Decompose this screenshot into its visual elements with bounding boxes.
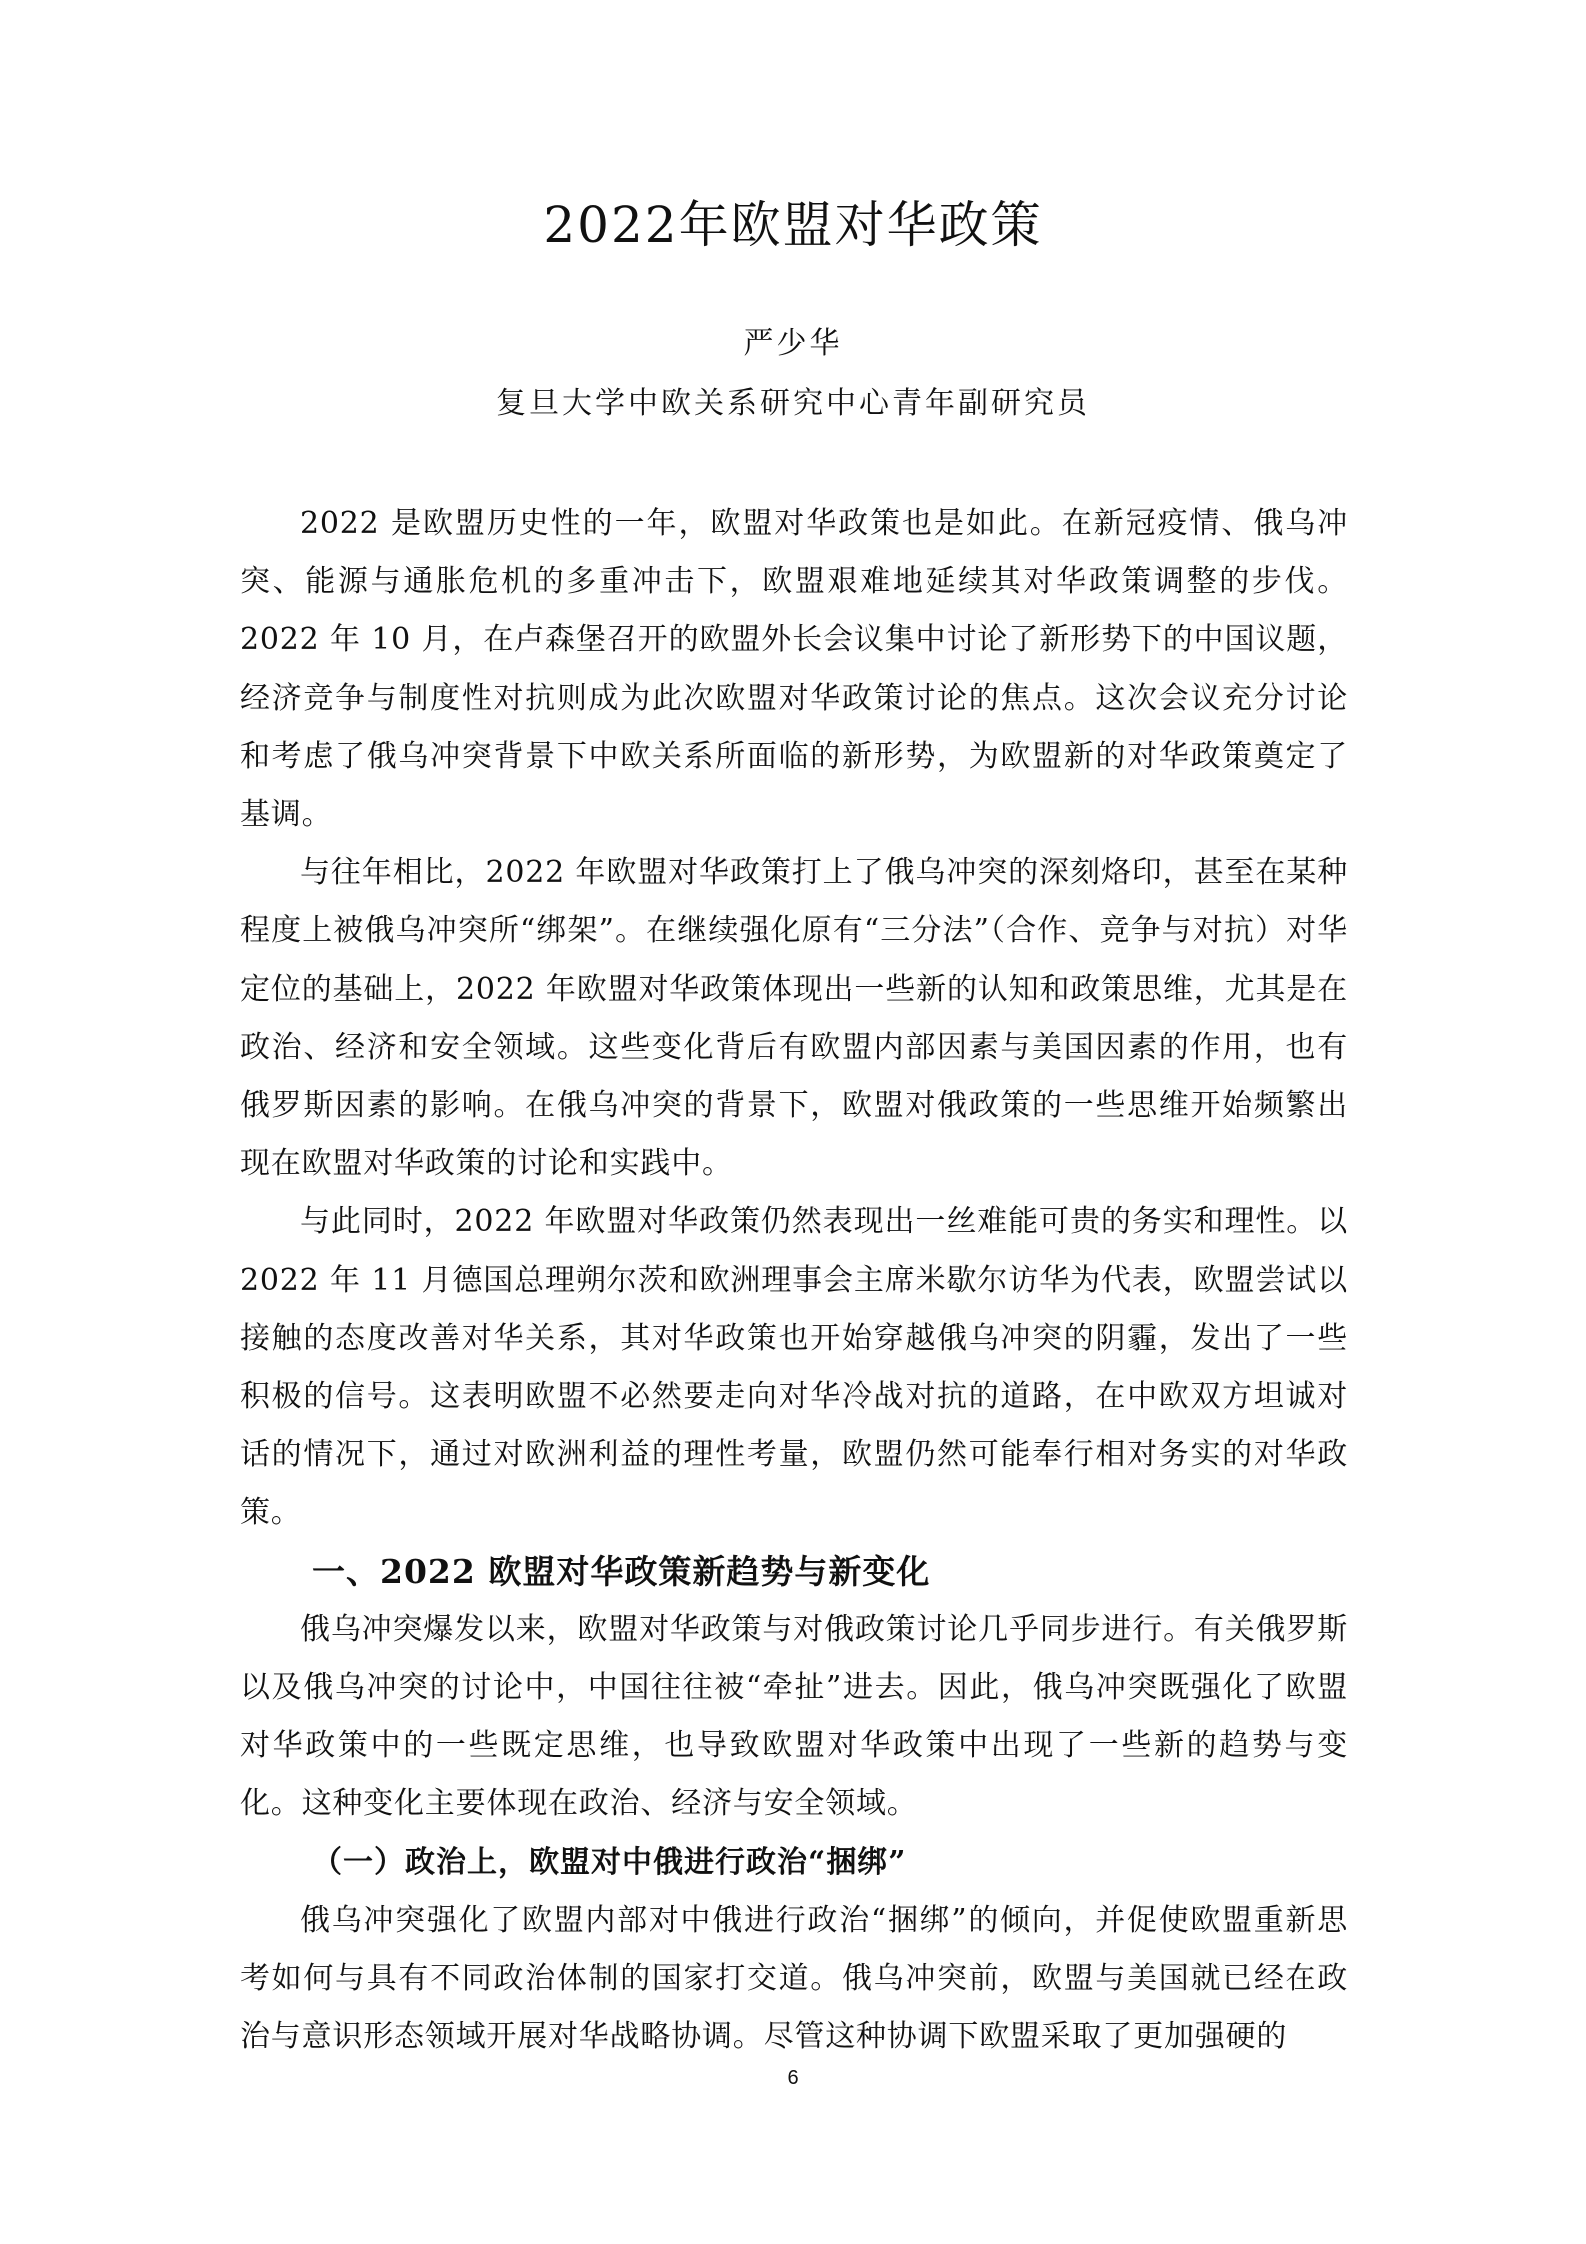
body-paragraph-3: 与此同时，2022 年欧盟对华政策仍然表现出一丝难能可贵的务实和理性。以 2022 年 11 月德国总理朔尔茨和欧洲理事会主席米歇尔访华为代表，欧盟尝试以接触的态度改善对华关系，其对华政策也开始穿越俄乌冲突的阴霾，发出了一些积极的信号。这表明欧盟不必然要走向对华冷战对抗的道路，在中欧双方坦诚对话的情况下，通过对欧洲利益的理性考量，欧盟仍然可能奉行相对务实的对华政策。: [240, 1204, 1348, 1531]
subsection-1-paragraph: 俄乌冲突强化了欧盟内部对中俄进行政治“捆绑”的倾向，并促使欧盟重新思考如何与具有不同政治体制的国家打交道。俄乌冲突前，欧盟与美国就已经在政治与意识形态领域开展对华战略协调。尽管这种协调下欧盟采取了更加强硬的: [240, 1902, 1348, 2055]
subsection-heading-1: （一）政治上，欧盟对中俄进行政治“捆绑”: [312, 1844, 907, 1880]
author-name: 严少华: [743, 326, 843, 361]
body-paragraph-1: 2022 是欧盟历史性的一年，欧盟对华政策也是如此。在新冠疫情、俄乌冲突、能源与通胀危机的多重冲击下，欧盟艰难地延续其对华政策调整的步伐。2022 年 10 月，在卢森堡召开的欧盟外长会议集中讨论了新形势下的中国议题，经济竞争与制度性对抗则成为此次欧盟对华政策讨论的焦点。这次会议充分讨论和考虑了俄乌冲突背景下中欧关系所面临的新形势，为欧盟新的对华政策奠定了基调。: [240, 506, 1348, 833]
body-paragraph-2: 与往年相比，2022 年欧盟对华政策打上了俄乌冲突的深刻烙印，甚至在某种程度上被俄乌冲突所“绑架”。在继续强化原有“三分法”（合作、竞争与对抗）对华定位的基础上，2022 年欧盟对华政策体现出一些新的认知和政策思维，尤其是在政治、经济和安全领域。这些变化背后有欧盟内部因素与美国因素的作用，也有俄罗斯因素的影响。在俄乌冲突的背景下，欧盟对俄政策的一些思维开始频繁出现在欧盟对华政策的讨论和实践中。: [240, 855, 1348, 1182]
document-title: 2022年欧盟对华政策: [543, 196, 1043, 254]
page-number: 6: [787, 2067, 799, 2089]
section-1-paragraph: 俄乌冲突爆发以来，欧盟对华政策与对俄政策讨论几乎同步进行。有关俄罗斯以及俄乌冲突的讨论中，中国往往被“牵扯”进去。因此，俄乌冲突既强化了欧盟对华政策中的一些既定思维，也导致欧盟对华政策中出现了一些新的趋势与变化。这种变化主要体现在政治、经济与安全领域。: [240, 1611, 1348, 1822]
author-affiliation: 复旦大学中欧关系研究中心青年副研究员: [496, 386, 1090, 421]
article-body: [240, 495, 1348, 2066]
section-heading-1: 一、2022 欧盟对华政策新趋势与新变化: [312, 1551, 931, 1591]
